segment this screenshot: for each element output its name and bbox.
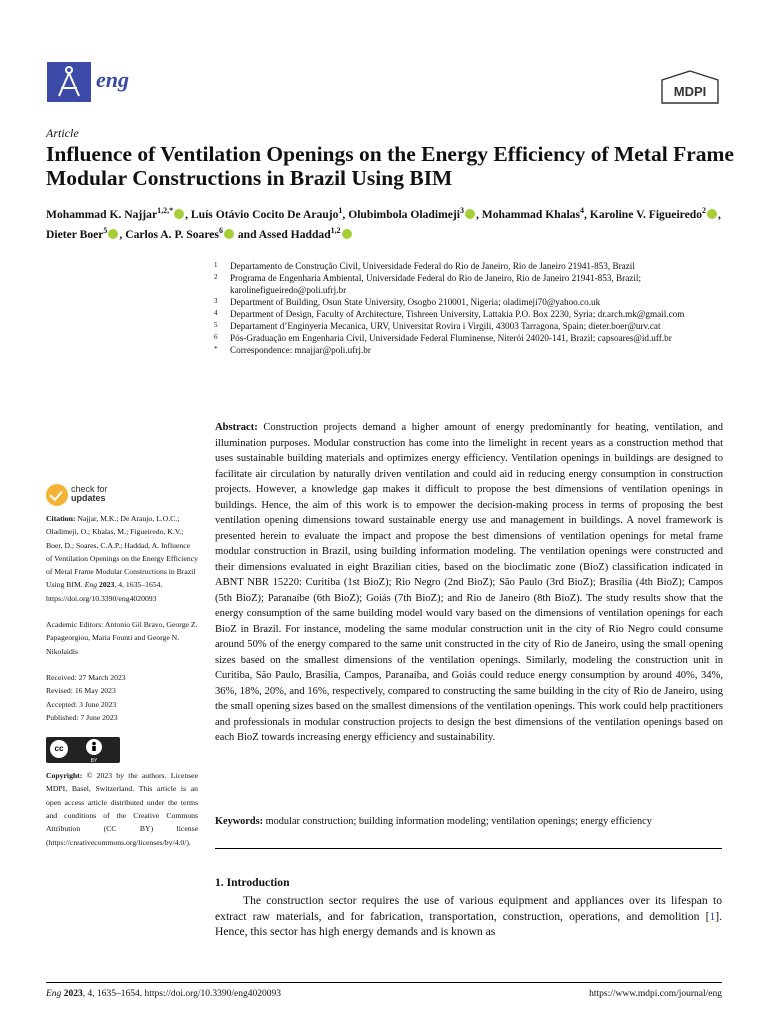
abstract — [215, 420, 723, 746]
author-name: Mohammad K. Najjar — [46, 207, 158, 221]
citation-block — [46, 512, 198, 605]
affiliation-text: Correspondence: mnajjar@poli.ufrj.br — [230, 345, 371, 355]
section-divider — [215, 848, 722, 849]
copyright-text: © 2023 by the authors. Licensee MDPI, Basel, Switzerland. This article is an open access article distributed under the terms and conditions of the Creative Commons Attribution (CC BY) license (https://creativecommons.org/licenses/by/4.0/). — [46, 771, 199, 847]
orcid-icon[interactable] — [342, 229, 352, 239]
reference-link[interactable]: 1 — [709, 909, 716, 923]
abstract-text: Construction projects demand a higher amount of energy predominantly for heating, ventilation, and illumination purposes. Modular construction has come into the limelight in recent years as a construction method that uses sustainable building materials and optimizes energy efficiency. Ventilation openings in buildings are designed to facilitate air circulation by naturally driven ventilation and could aid in reducing energy consumption in construction projects. However, a knowledge gap makes it difficult to propose the best dimensions of ventilation openings in buildings. Hence, the aim of this work is to empower the decision-making process in terms of proposing the best ventilation opening dimensions toward sustainable energy use and management in buildings. A novel framework is presented herein to evaluate the impact and propose the best dimensions of ventilation openings for metal frame modular construction in Brazil, using building information modeling. The ventilation openings were constructed and their dimensions evaluated in eight Brazilian cities, based on the bioclimatic zone (BioZ) classification indicated in ABNT NBR 15220: Curitiba (1st BioZ); Rio Negro (2nd BioZ); São Paulo (3rd BioZ); Brasília (4th BioZ); Campos (5th BioZ); Paranaíbe (6th BioZ); Goiás (7th BioZ); and Rio de Janeiro (8th BioZ). The study results show that the energy consumption of the same building model would vary based on the dimensions of ventilation openings for each BioZ in Brazil. For instance, modeling the same modular construction unit in the city of Rio Negro could consume around 50% of the energy compared to the same unit constructed in the city of Rio de Janeiro, using the small opening sizes based on the smallest dimensions of the ventilation openings. Similarly, modeling the construction unit in Curitiba, São Paulo, Brasília, Campos, Paranaíba, and Goiás could reduce energy consumption by around 40%, 34%, 36%, 18%, 20%, and 16%, respectively, compared to constructing the same building in the city of Rio de Janeiro, using the small opening sizes based on the smallest dimensions of the ventilation openings. This work could help practitioners and professionals in modular construction projects to design the best dimensions of the ventilation openings based on each BioZ towards increasing energy efficiency and sustainability. — [215, 422, 724, 743]
copyright-label: Copyright: — [46, 771, 83, 781]
citation-rest[interactable]: , 4, 1635–1654. https://doi.org/10.3390/eng4020093 — [46, 580, 163, 603]
by-label: BY — [90, 758, 98, 765]
checkmark-icon — [46, 484, 68, 506]
paper-title: Influence of Ventilation Openings on the Energy Efficiency of Metal Frame Modular Constructions in Brazil Using BIM — [46, 142, 734, 190]
affiliation-number: 1 — [214, 261, 218, 269]
author-list: Mohammad K. Najjar$^{1,2,*}$ , Luís Otávio Cocito De Araujo$^1$, Olubimbola Oladimeji$^3$ , Mohammad Khalas$^4$, Karoline V. Figueiredo$^2$ , Dieter Boer$^5$ , Carlos A. P. Soares$^6$ and Assed Haddad$^{1,2}$ — [46, 206, 721, 242]
affiliation-number: 2 — [214, 273, 218, 281]
keywords-label: Keywords: — [215, 816, 264, 827]
citation-journal: Eng — [84, 580, 98, 590]
citation-year: 2023 — [98, 580, 115, 590]
citation-text: Najjar, M.K.; De Araujo, L.O.C.; Oladimeji, O.; Khalas, M.; Figueiredo, K.V.; Boer, D.; Soares, C.A.P.; Haddad, A. Influence of Ventilation Openings on the Energy Efficiency of Metal Frame Modular Constructions in Brazil Using BIM. — [46, 514, 199, 590]
affiliation-number: 6 — [214, 333, 218, 341]
affiliation-text: Pós-Graduação em Engenharia Civil, Universidade Federal Fluminense, Niterói 24020-141, Brazil; capsoares@id.uff.br — [230, 333, 672, 343]
author-affiliation-marker: 1,2,* — [157, 206, 174, 215]
keywords — [215, 815, 723, 829]
author-name: Luís Otávio Cocito De Araujo — [190, 207, 339, 221]
author-name: Mohammad Khalas — [481, 207, 580, 221]
copyright-notice — [46, 769, 198, 849]
orcid-icon[interactable] — [707, 209, 717, 219]
academic-editors: Academic Editors: Antonio Gil Bravo, George Z. Papageorgiou, Maria Founti and George N. Nikolaidis — [46, 620, 198, 656]
author-name: Olubimbola Oladimeji — [348, 207, 460, 221]
affiliation-item — [214, 260, 734, 272]
abstract-label: Abstract: — [215, 422, 258, 433]
article-type: Article — [46, 126, 79, 140]
publication-date: Revised: 16 May 2023 — [46, 686, 116, 696]
affiliation-number: 4 — [214, 309, 218, 317]
affiliation-text: Programa de Engenharia Ambiental, Universidade Federal do Rio de Janeiro, Rio de Janeiro 21941-853, Brazil; karolinefigueiredo@poli.ufrj.br — [230, 273, 642, 295]
author-affiliation-marker: 2 — [702, 206, 706, 215]
author-affiliation-marker: 3 — [459, 206, 464, 215]
author-name: Carlos A. P. Soares — [125, 228, 219, 242]
author-name: Dieter Boer — [46, 228, 104, 242]
author-affiliation-marker: 1,2 — [330, 226, 341, 236]
journal-name: eng — [96, 67, 129, 92]
cc-icon: cc — [50, 740, 68, 758]
author-affiliation-marker: 6 — [218, 226, 223, 236]
affiliation-text: Department of Building, Osun State University, Osogbo 210001, Nigeria; oladimeji70@yahoo.co.uk — [230, 297, 601, 307]
orcid-icon[interactable] — [224, 229, 234, 239]
affiliations — [214, 260, 734, 356]
attribution-person-icon — [86, 739, 102, 755]
author-name: Assed Haddad — [258, 228, 331, 242]
publication-dates — [46, 671, 198, 724]
section-heading-introduction: 1. Introduction — [215, 876, 290, 889]
author-affiliation-marker: 4 — [580, 206, 584, 215]
introduction-paragraph: The construction sector requires the use of various equipment and appliances over its lifespan to extract raw materials, and for fabrication, transportation, construction, operations, and demolition [1]. Hence, this sector has high energy demands and is known as — [215, 894, 722, 938]
footer-journal-url[interactable]: https://www.mdpi.com/journal/eng — [589, 989, 722, 999]
keywords-text: modular construction; building information modeling; ventilation openings; energy efficiency — [265, 816, 652, 827]
author-affiliation-marker: 5 — [103, 226, 108, 236]
publisher-name: MDPI — [673, 84, 707, 99]
check-line-2: updates — [71, 493, 106, 503]
affiliation-item — [214, 332, 734, 344]
affiliation-item — [214, 344, 734, 356]
affiliation-number: * — [214, 345, 218, 353]
check-for-updates-button[interactable] — [46, 484, 126, 508]
affiliation-text: Department of Design, Faculty of Architecture, Tishreen University, Lattakia P.O. Box 2230, Syria; dr.arch.mk@gmail.com — [230, 309, 685, 319]
author-affiliation-marker: 1 — [338, 206, 343, 215]
cc-by-license-icon[interactable] — [46, 737, 120, 763]
publication-date: Accepted: 3 June 2023 — [46, 699, 117, 709]
affiliation-item — [214, 308, 734, 320]
affiliation-item — [214, 320, 734, 332]
publication-date: Published: 7 June 2023 — [46, 712, 118, 722]
mdpi-logo — [660, 70, 720, 104]
sidebar — [46, 512, 198, 849]
affiliation-item — [214, 296, 734, 308]
affiliation-number: 5 — [214, 321, 218, 329]
footer-citation: Eng 2023, 4, 1635–1654. https://doi.org/10.3390/eng4020093 — [46, 989, 281, 999]
publication-date: Received: 27 March 2023 — [46, 672, 126, 682]
orcid-icon[interactable] — [174, 209, 184, 219]
affiliation-item — [214, 272, 734, 296]
orcid-icon[interactable] — [465, 209, 475, 219]
author-name: Karoline V. Figueiredo — [589, 207, 702, 221]
check-line-1: check for — [71, 484, 108, 494]
affiliation-text: Departament d’Enginyeria Mecanica, URV, Universitat Rovira i Virgili, 43003 Tarragona, Spain; dieter.boer@urv.cat — [230, 321, 661, 331]
affiliation-number: 3 — [214, 297, 218, 305]
affiliation-text: Departamento de Construção Civil, Universidade Federal do Rio de Janeiro, Rio de Janeiro 21941-853, Brazil — [230, 261, 635, 271]
orcid-icon[interactable] — [108, 229, 118, 239]
citation-label: Citation: — [46, 514, 76, 523]
journal-logo-icon — [47, 62, 91, 102]
footer-divider — [46, 982, 722, 983]
